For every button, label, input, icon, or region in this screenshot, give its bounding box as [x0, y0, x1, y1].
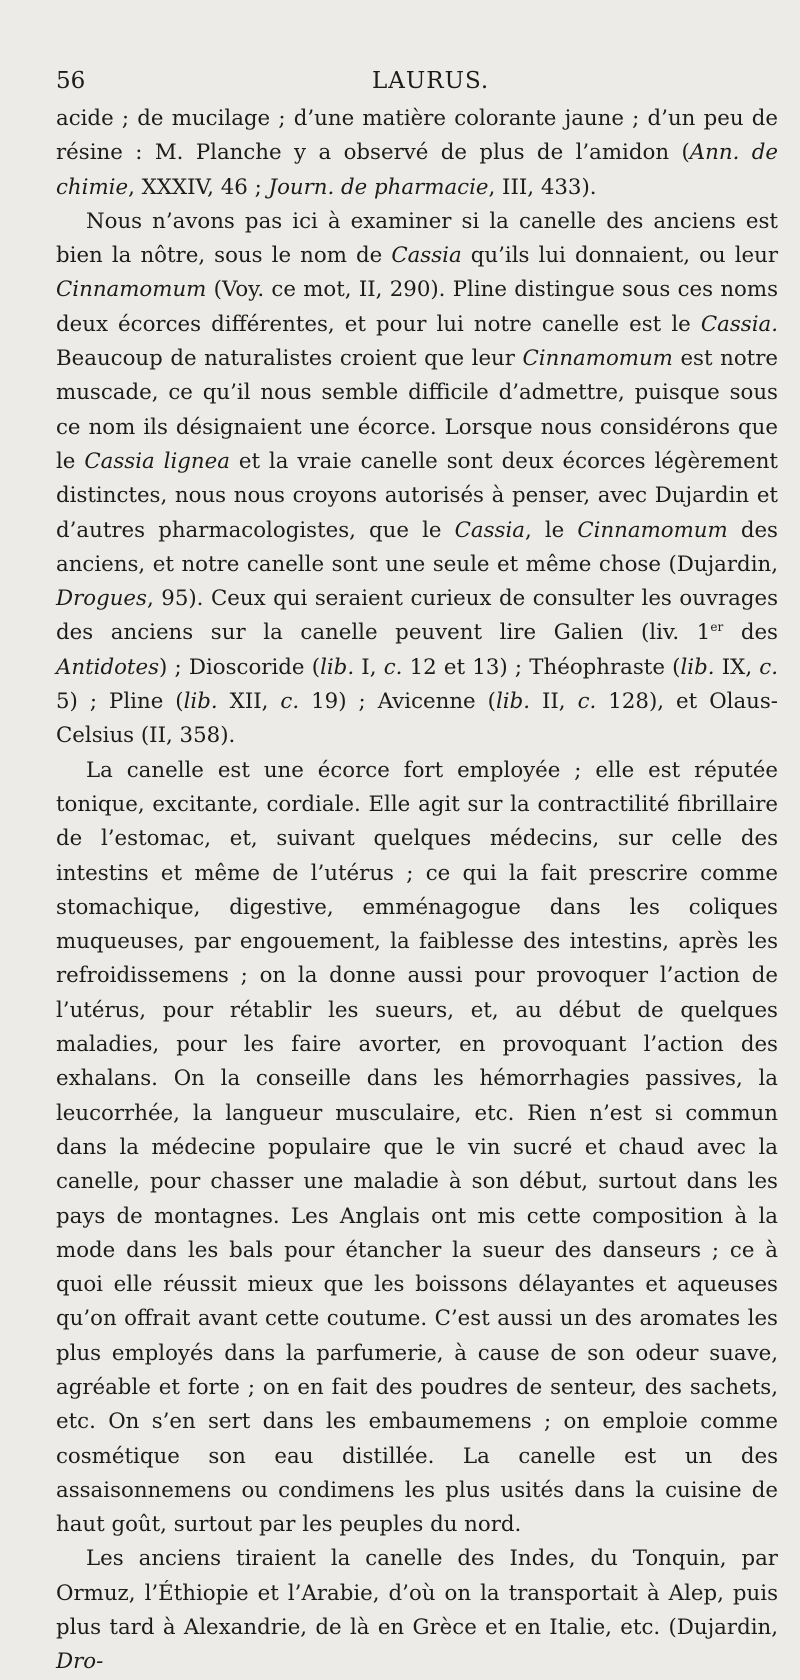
paragraph-1 — [56, 102, 778, 205]
running-title: LAURUS. — [372, 68, 490, 94]
text-run: II, — [529, 689, 578, 715]
text-run: 128), et Olaus-Celsius (II, 358). — [56, 689, 778, 749]
italic-run: c. — [280, 689, 300, 715]
italic-run: Cassia — [454, 517, 525, 543]
italic-run: c. — [383, 654, 403, 680]
superscript: er — [710, 620, 724, 635]
text-run: Nous n’avons pas ici à examiner si la canelle des anciens est bien la nôtre, sous le nom de — [56, 208, 778, 269]
text-run: (Voy. ce mot, II, 290). Pline distingue sous ces noms deux écorces différentes, et pour lui notre canelle est le — [56, 277, 778, 337]
text-run: et la vraie canelle sont deux écorces légèrement distinctes, nous nous croyons autorisés à penser, avec Dujardin et d’autres pharmacologistes, que le — [56, 448, 778, 543]
text-run: XII, — [217, 689, 281, 715]
text-run: IX, — [714, 654, 760, 680]
italic-run: Ann. de chimie — [56, 140, 778, 200]
italic-run: Cinnamomum — [577, 517, 728, 543]
text-run: , III, 433). — [488, 174, 597, 200]
text-run: des — [723, 620, 778, 646]
italic-run: Cassia lignea — [84, 448, 230, 474]
paragraph-2 — [56, 205, 778, 754]
text-run: , 95). Ceux qui seraient curieux de consulter les ouvrages des anciens sur la canelle peuvent lire Galien (liv. 1 — [56, 586, 778, 646]
text-run: Les anciens tiraient la canelle des Indes, du Tonquin, par Ormuz, l’Éthiopie et l’Arabie, d’où on la transportait à Alep, puis plus tard à Alexandrie, de là en Grèce et en Italie, etc. (Dujardin, — [56, 1546, 778, 1641]
body-text — [56, 102, 778, 1680]
italic-run: Cassia — [391, 243, 462, 269]
text-run: acide ; de mucilage ; d’une matière colorante jaune ; d’un peu de résine : M. Planche y a observé de plus de l’amidon ( — [56, 106, 778, 166]
italic-run: Dro- — [56, 1649, 104, 1675]
text-run: Beaucoup de naturalistes croient que leur — [56, 346, 523, 372]
page-number: 56 — [56, 68, 86, 94]
italic-run: Cinnamomum — [522, 346, 673, 372]
italic-run: lib. — [495, 689, 530, 715]
italic-run: Journ. de pharmacie — [268, 174, 489, 200]
text-run: ) ; Dioscoride ( — [159, 654, 321, 680]
italic-run: Drogues — [56, 586, 147, 612]
text-run: 19) ; Avicenne ( — [299, 689, 496, 715]
text-run: I, — [354, 654, 384, 680]
text-run: est notre muscade, ce qu’il nous semble difficile d’admettre, puisque sous ce nom ils désignaient une écorce. Lorsque nous considérons que le — [56, 346, 778, 474]
text-run: , XXXIV, 46 ; — [128, 174, 269, 200]
italic-run: c. — [577, 689, 597, 715]
page-header — [56, 62, 778, 102]
text-run: , le — [524, 517, 578, 543]
text-run: des anciens, et notre canelle sont une seule et même chose (Dujardin, — [56, 517, 778, 577]
italic-run: lib. — [680, 654, 715, 680]
text-run: qu’ils lui donnaient, ou leur — [461, 243, 779, 269]
italic-run: lib. — [183, 689, 218, 715]
italic-run: Antidotes — [56, 654, 160, 680]
italic-run: Cassia. — [700, 311, 778, 337]
italic-run: Cinnamomum — [56, 277, 207, 303]
italic-run: lib. — [320, 654, 355, 680]
italic-run: c. — [759, 654, 778, 680]
text-run: 5) ; Pline ( — [56, 689, 184, 715]
text-run: 12 et 13) ; Théophraste ( — [402, 654, 681, 680]
paragraph-3: La canelle est une écorce fort employée ; elle est réputée tonique, excitante, cordiale. Elle agit sur la contractilité fibrillaire de l’estomac, et, suivant quelques médecins, sur celle des intestins et même de l’utérus ; ce qui la fait prescrire comme stomachique, digestive, emménagogue dans les coliques muqueuses, par engouement, la faiblesse des intestins, après les refroidissemens ; on la donne aussi pour provoquer l’action de l’utérus, pour rétablir les sueurs, et, au début de quelques maladies, pour les faire avorter, en provoquant l’action des exhalans. On la conseille dans les hémorrhagies passives, la leucorrhée, la langueur musculaire, etc. Rien n’est si commun dans la médecine populaire que le vin sucré et chaud avec la canelle, pour chasser une maladie à son début, surtout dans les pays de montagnes. Les Anglais ont mis cette composition à la mode dans les bals pour étancher la sueur des danseurs ; ce à quoi elle réussit mieux que les boissons délayantes et aqueuses qu’on offrait avant cette coutume. C’est aussi un des aromates les plus employés dans la parfumerie, à cause de son odeur suave, agréable et forte ; on en fait des poudres de senteur, des sachets, etc. On s’en sert dans les embaumemens ; on emploie comme cosmétique son eau distillée. La canelle est un des assaisonnemens ou condimens les plus usités dans la cuisine de haut goût, surtout par les peuples du nord. — [56, 757, 778, 1538]
paragraph-4 — [56, 1542, 778, 1679]
